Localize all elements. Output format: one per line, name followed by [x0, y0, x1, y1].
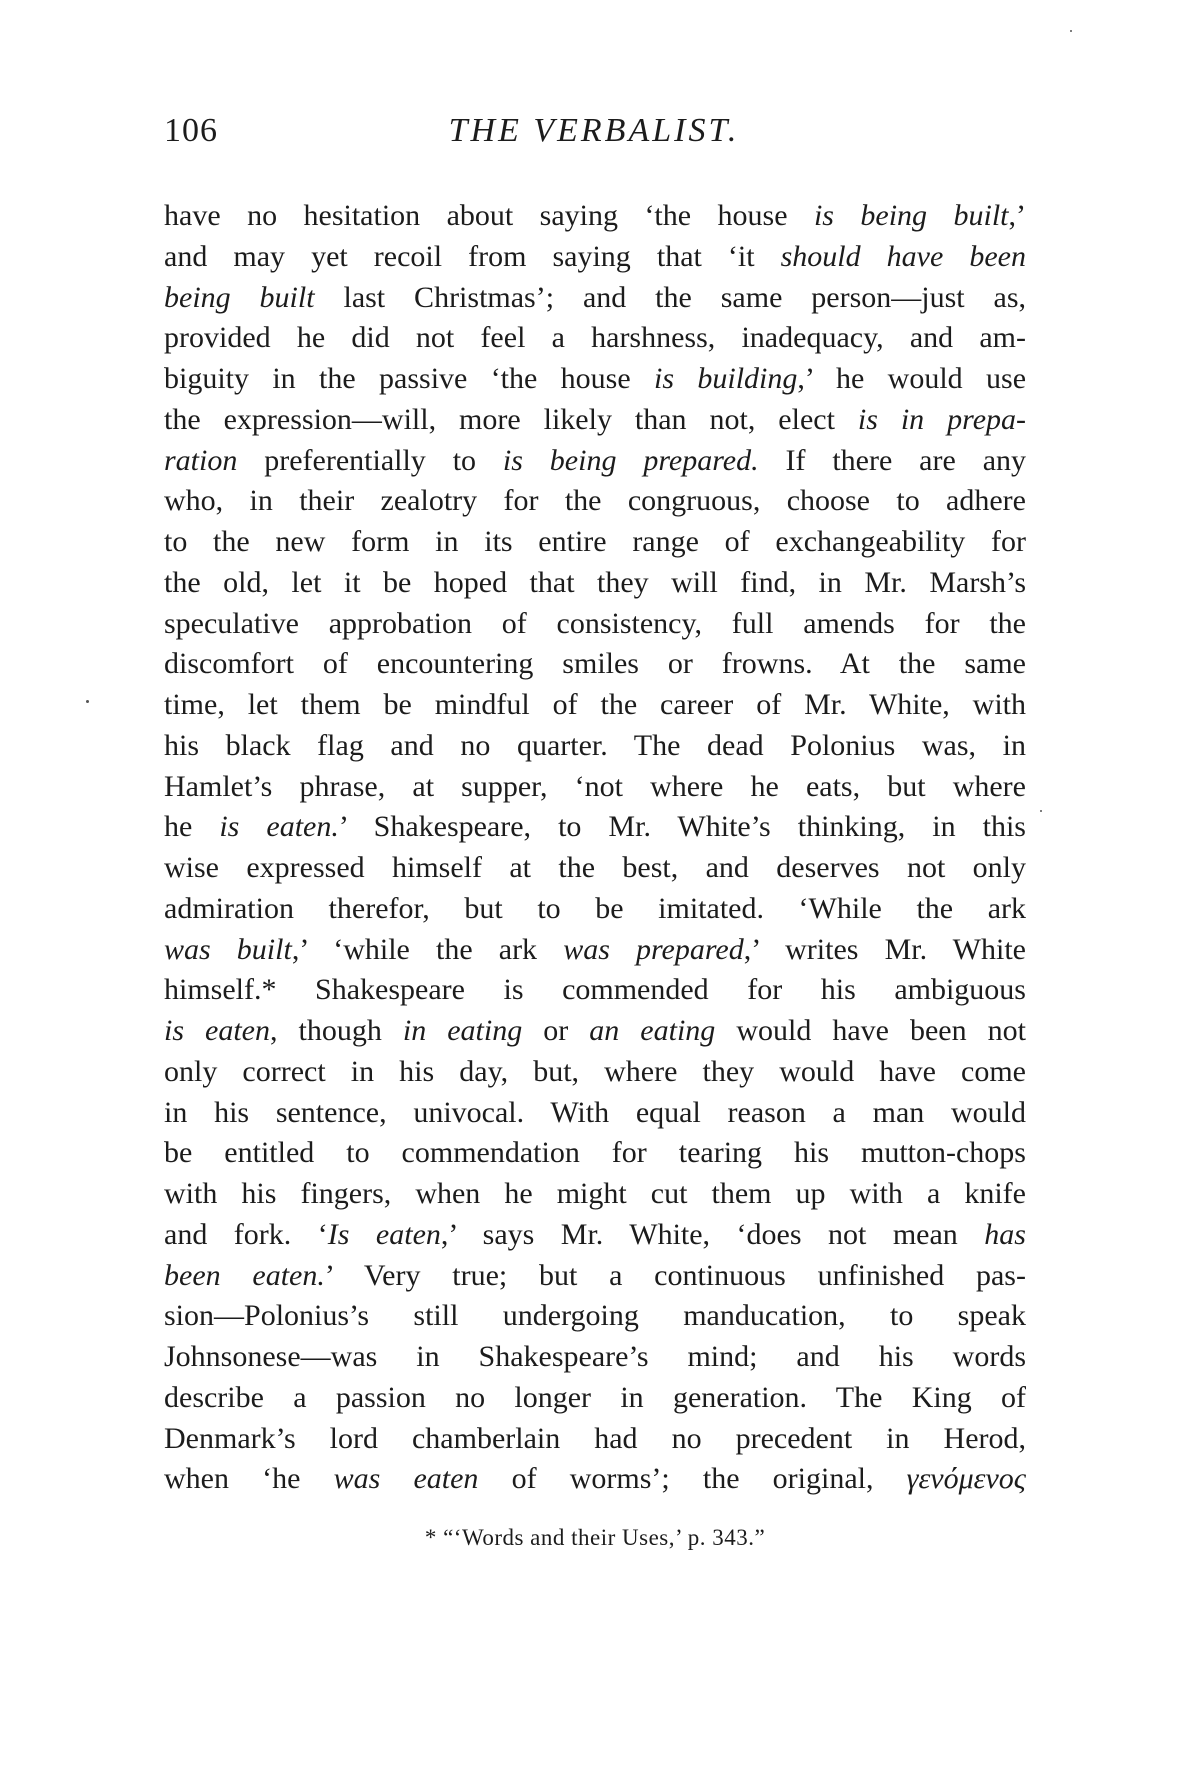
- text-segment: last Christmas’; and the same person—just as,: [314, 280, 1027, 314]
- text-line: [164, 1296, 1026, 1337]
- text-segment: admiration therefor, but to be imitated. ‘While the ark: [164, 891, 1026, 925]
- text-segment: his black flag and no quarter. The dead Polonius was, in: [164, 728, 1026, 762]
- text-line: [164, 604, 1026, 645]
- text-line: [164, 767, 1026, 808]
- text-line: [164, 1378, 1026, 1419]
- text-segment: speculative approbation of consistency, full amends for the: [164, 606, 1026, 640]
- text-segment: the expression—will, more likely than not, elect: [164, 402, 858, 436]
- italic-text: γενόμενος: [906, 1462, 1026, 1496]
- text-segment: to the new form in its entire range of exchangeability for: [164, 525, 1026, 558]
- text-segment: discomfort of encountering smiles or frowns. At the same: [164, 647, 1026, 681]
- italic-text: was built: [164, 932, 292, 966]
- text-line: [164, 1419, 1026, 1460]
- text-segment: and fork. ‘: [164, 1217, 328, 1251]
- text-segment: of worms’; the original,: [478, 1462, 907, 1496]
- text-segment: preferentially to: [237, 443, 503, 477]
- text-line: [164, 1459, 1026, 1500]
- text-line: [164, 522, 1026, 563]
- text-line: [164, 237, 1026, 278]
- footnote: * “‘Words and their Uses,’ p. 343.”: [424, 1525, 766, 1550]
- print-speck: [1040, 810, 1042, 812]
- text-line: [164, 400, 1026, 441]
- italic-text: has: [984, 1217, 1026, 1251]
- text-line: [164, 1133, 1026, 1174]
- text-segment: Denmark’s lord chamberlain had no precedent in Herod,: [164, 1421, 1026, 1455]
- text-line: [164, 1256, 1026, 1297]
- italic-text: is eaten.: [219, 810, 339, 844]
- text-line: [164, 278, 1026, 319]
- text-segment: the old, let it be hoped that they will find, in Mr. Marsh’s: [164, 565, 1026, 599]
- text-line: [164, 1174, 1026, 1215]
- text-segment: himself.* Shakespeare is commended for his ambiguous: [164, 973, 1026, 1007]
- text-segment: ,’: [1008, 199, 1026, 232]
- text-line: [164, 1093, 1026, 1134]
- text-segment: biguity in the passive ‘the house: [164, 362, 655, 395]
- italic-text: an eating: [589, 1014, 716, 1047]
- italic-text: is building: [654, 362, 798, 395]
- running-head: THE VERBALIST.: [448, 112, 740, 149]
- print-speck: [86, 700, 89, 703]
- text-segment: sion—Polonius’s still undergoing manducation, to speak: [164, 1299, 1026, 1333]
- text-segment: , though: [270, 1014, 403, 1047]
- text-segment: be entitled to commendation for tearing his mutton-chops: [164, 1136, 1026, 1170]
- text-segment: have no hesitation about saying ‘the house: [164, 199, 814, 232]
- italic-text: should have been: [780, 239, 1026, 273]
- text-line: [164, 726, 1026, 767]
- text-segment: If there are any: [758, 443, 1027, 477]
- italic-text: being built: [164, 280, 315, 314]
- text-line: [164, 1011, 1026, 1052]
- text-segment: ’ Shakespeare, to Mr. White’s thinking, in this: [338, 810, 1026, 844]
- page-header: [164, 112, 1024, 162]
- text-segment: ’ Very true; but a continuous unfinished pas-: [324, 1258, 1026, 1292]
- text-segment: time, let them be mindful of the career of Mr. White, with: [164, 688, 1026, 721]
- print-speck: [1070, 30, 1072, 32]
- text-segment: and may yet recoil from saying that ‘it: [164, 239, 781, 273]
- text-line: [164, 848, 1026, 889]
- text-line: [164, 889, 1026, 930]
- text-line: [164, 441, 1026, 482]
- text-line: [164, 318, 1026, 359]
- text-segment: ,’ ‘while the ark: [291, 932, 564, 966]
- italic-text: in eating: [402, 1014, 523, 1047]
- text-line: [164, 1215, 1026, 1256]
- text-segment: ,’ he would use: [797, 362, 1027, 395]
- text-segment: only correct in his day, but, where they would have come: [164, 1054, 1026, 1088]
- page-number: 106: [164, 112, 218, 149]
- text-segment: who, in their zealotry for the congruous, choose to adhere: [164, 484, 1026, 518]
- body-text: [164, 196, 1026, 1500]
- italic-text: ration: [164, 443, 238, 477]
- text-line: [164, 930, 1026, 971]
- italic-text: is in prepa-: [857, 402, 1026, 436]
- text-segment: when ‘he: [164, 1462, 334, 1496]
- text-line: [164, 563, 1026, 604]
- italic-text: been eaten.: [164, 1258, 325, 1292]
- text-line: [164, 359, 1026, 400]
- italic-text: Is eaten: [327, 1217, 441, 1251]
- text-segment: with his fingers, when he might cut them up with a knife: [164, 1177, 1026, 1210]
- text-line: [164, 644, 1026, 685]
- text-segment: wise expressed himself at the best, and deserves not only: [164, 851, 1026, 884]
- text-segment: Johnsonese—was in Shakespeare’s mind; and his words: [164, 1340, 1026, 1373]
- text-line: [164, 685, 1026, 726]
- text-segment: describe a passion no longer in generation. The King of: [164, 1380, 1026, 1414]
- text-line: [164, 1052, 1026, 1093]
- text-segment: or: [522, 1014, 590, 1047]
- text-line: [164, 481, 1026, 522]
- text-line: [164, 970, 1026, 1011]
- text-segment: ,’ says Mr. White, ‘does not mean: [440, 1217, 985, 1251]
- text-line: [164, 1337, 1026, 1378]
- text-segment: he: [164, 810, 220, 844]
- text-line: [164, 196, 1026, 237]
- text-segment: in his sentence, univocal. With equal reason a man would: [164, 1095, 1026, 1129]
- text-segment: provided he did not feel a harshness, inadequacy, and am-: [164, 321, 1026, 355]
- text-segment: Hamlet’s phrase, at supper, ‘not where he eats, but where: [164, 769, 1026, 803]
- italic-text: was prepared: [563, 932, 744, 966]
- text-line: [164, 807, 1026, 848]
- text-segment: would have been not: [715, 1014, 1026, 1047]
- text-segment: ,’ writes Mr. White: [743, 932, 1026, 966]
- italic-text: is being built: [813, 199, 1009, 232]
- italic-text: was eaten: [333, 1462, 479, 1496]
- italic-text: is eaten: [164, 1014, 270, 1047]
- italic-text: is being prepared.: [502, 443, 759, 477]
